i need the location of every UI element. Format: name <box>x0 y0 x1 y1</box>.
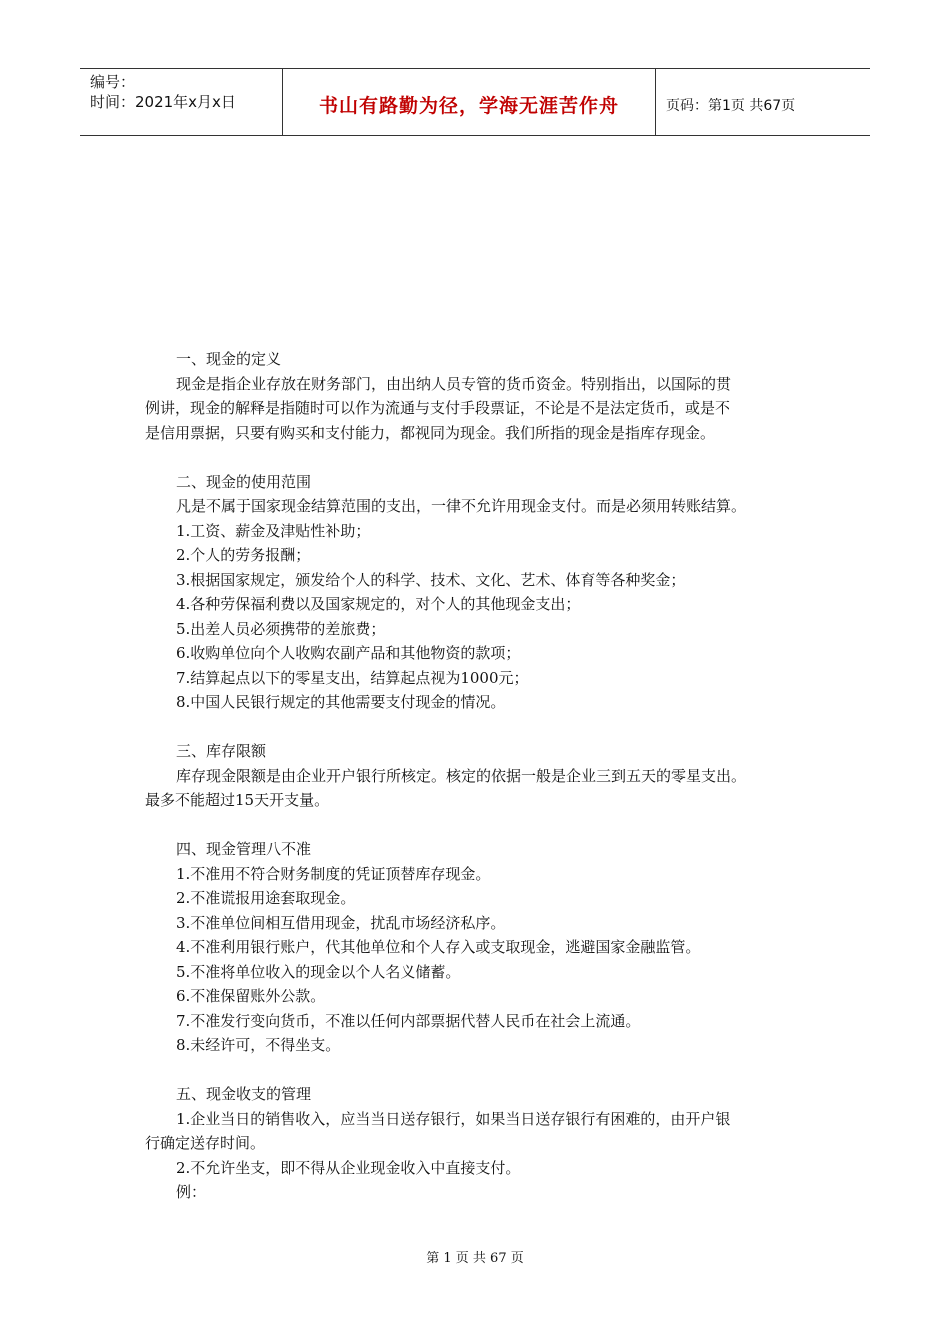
paragraph-line: 7.不准发行变向货币，不准以任何内部票据代替人民币在社会上流通。 <box>176 1011 641 1030</box>
document-number-label: 编号： <box>90 73 136 91</box>
paragraph-line: 5.不准将单位收入的现金以个人名义储蓄。 <box>176 962 461 981</box>
document-date: 时间：2021年x月x日 <box>90 93 236 111</box>
paragraph-line: 2.不允许坐支，即不得从企业现金收入中直接支付。 <box>176 1158 521 1177</box>
paragraph-line: 是信用票据，只要有购买和支付能力，都视同为现金。我们所指的现金是指库存现金。 <box>145 423 716 442</box>
paragraph-line: 现金是指企业存放在财务部门，由出纳人员专管的货币资金。特别指出，以国际的贯 <box>176 374 732 393</box>
document-body <box>145 347 810 1205</box>
paragraph-line: 6.收购单位向个人收购农副产品和其他物资的款项； <box>176 644 521 662</box>
page-header <box>80 68 870 136</box>
section-gap <box>145 445 810 470</box>
paragraph-line: 3.不准单位间相互借用现金，扰乱市场经济私序。 <box>176 913 506 932</box>
section-gap <box>145 813 810 838</box>
paragraph-line: 例： <box>176 1183 207 1201</box>
paragraph-line: 5.出差人员必须携带的差旅费； <box>176 619 386 638</box>
paragraph-line: 库存现金限额是由企业开户银行所核定。核定的依据一般是企业三到五天的零星支出。 <box>176 766 747 785</box>
paragraph-line: 最多不能超过15天开支量。 <box>145 791 330 809</box>
section-heading: 二、现金的使用范围 <box>176 472 312 491</box>
paragraph-line: 2.不准谎报用途套取现金。 <box>176 889 356 907</box>
paragraph-line: 1.企业当日的销售收入，应当当日送存银行，如果当日送存银行有困难的，由开户银 <box>176 1109 731 1128</box>
header-motto: 书山有路勤为径，学海无涯苦作舟 <box>318 95 619 117</box>
paragraph-line: 4.各种劳保福利费以及国家规定的，对个人的其他现金支出； <box>176 595 581 613</box>
section-heading: 三、库存限额 <box>176 742 267 760</box>
section-heading: 一、现金的定义 <box>176 350 282 368</box>
header-page-info: 页码：第1页 共67页 <box>666 98 796 114</box>
paragraph-line: 1.工资、薪金及津贴性补助； <box>176 521 371 540</box>
paragraph-line: 凡是不属于国家现金结算范围的支出，一律不允许用现金支付。而是必须用转账结算。 <box>176 497 747 515</box>
section-gap <box>145 715 810 740</box>
paragraph-line: 4.不准利用银行账户，代其他单位和个人存入或支取现金，逃避国家金融监管。 <box>176 938 701 956</box>
paragraph-line: 例讲，现金的解释是指随时可以作为流通与支付手段票证，不论是不是法定货币，或是不 <box>145 399 731 417</box>
section-heading: 四、现金管理八不准 <box>176 840 312 858</box>
page-footer: 第 1 页 共 67 页 <box>426 1251 524 1266</box>
paragraph-line: 7.结算起点以下的零星支出，结算起点视为1000元； <box>176 668 529 687</box>
paragraph-line: 3.根据国家规定，颁发给个人的科学、技术、文化、艺术、体育等各种奖金； <box>176 570 686 589</box>
header-meta <box>80 69 282 135</box>
paragraph-line: 6.不准保留账外公款。 <box>176 987 326 1005</box>
paragraph-line: 8.未经许可，不得坐支。 <box>176 1036 341 1054</box>
paragraph-line: 1.不准用不符合财务制度的凭证顶替库存现金。 <box>176 864 491 883</box>
paragraph-line: 2.个人的劳务报酬； <box>176 546 311 564</box>
paragraph-line: 行确定送存时间。 <box>145 1134 266 1152</box>
section-heading: 五、现金收支的管理 <box>176 1085 312 1103</box>
header-page-cell <box>654 69 870 135</box>
paragraph-line: 8.中国人民银行规定的其他需要支付现金的情况。 <box>176 693 506 711</box>
header-motto-cell <box>282 69 656 135</box>
section-gap <box>145 1058 810 1083</box>
